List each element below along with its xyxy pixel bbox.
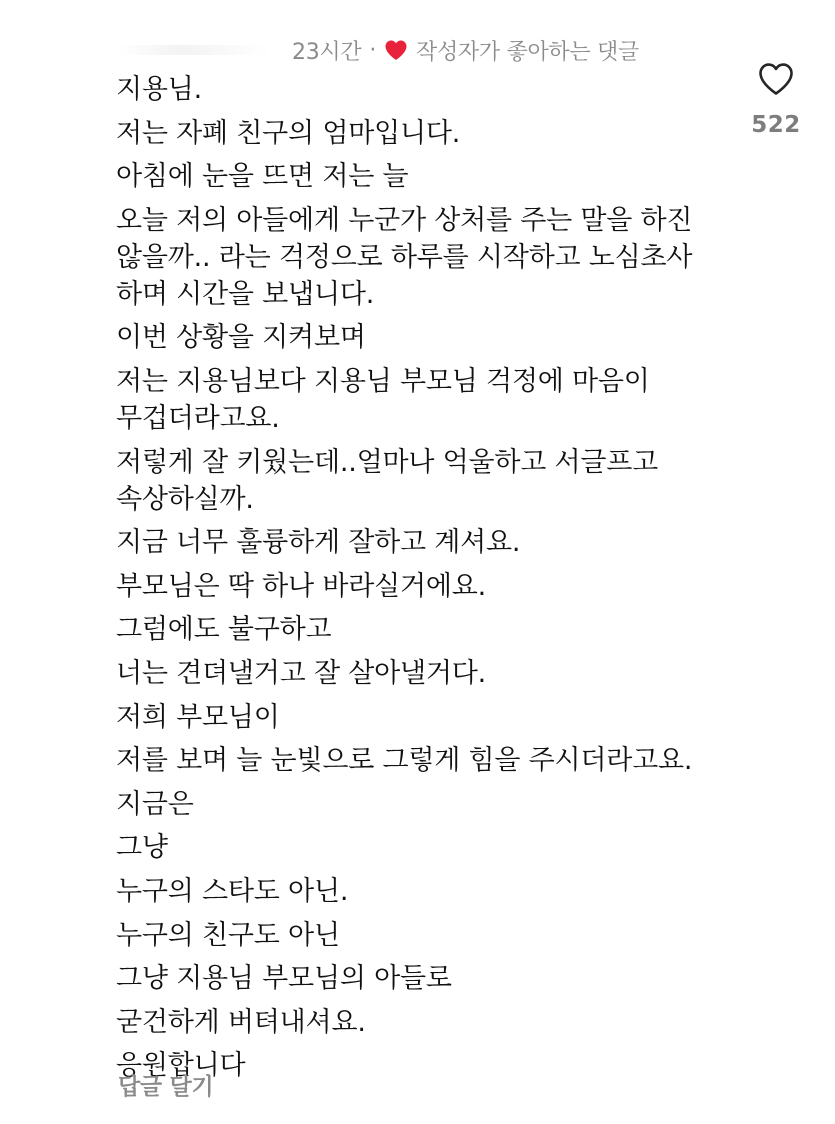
comment-line: 응원합니다: [116, 1050, 246, 1082]
comment-meta-row: [118, 30, 639, 70]
comment-line: 부모님은 딱 하나 바라실거에요.: [116, 570, 486, 602]
comment-line: 저는 지용님보다 지용님 부모님 걱정에 마음이 무겁더라고요.: [116, 365, 650, 434]
like-column: [748, 62, 804, 138]
blurred-username: [118, 45, 270, 55]
comment-line: 그럼에도 불구하고: [116, 614, 332, 646]
like-count: 522: [751, 112, 801, 138]
heart-outline-icon[interactable]: [758, 62, 794, 96]
comment-text: [116, 71, 736, 1091]
comment-line: 너는 견뎌낼거고 잘 살아낼거다.: [116, 657, 486, 689]
reply-button[interactable]: 답글 달기: [118, 1074, 214, 1100]
comment-line: 저렇게 잘 키웠는데..얼마나 억울하고 서글프고 속상하실까.: [116, 446, 659, 515]
comment-line: 지금 너무 훌륭하게 잘하고 계셔요.: [116, 527, 521, 559]
comment-line: 아침에 눈을 뜨면 저는 늘: [116, 161, 409, 193]
comment-line: 그냥: [116, 832, 168, 864]
comment-line: 지금은: [116, 788, 194, 820]
comment-line: 저희 부모님이: [116, 701, 280, 733]
comment-line: 저를 보며 늘 눈빛으로 그렇게 힘을 주시더라고요.: [116, 745, 693, 777]
comment-line: 그냥 지용님 부모님의 아들로: [116, 963, 452, 995]
comment-line: 이번 상황을 지켜보며: [116, 322, 366, 354]
comment-line: 굳건하게 버텨내셔요.: [116, 1006, 366, 1038]
comment-line: 누구의 스타도 아닌.: [116, 875, 349, 907]
comment-line: 지용님.: [116, 74, 203, 105]
comment-time: 23시간: [292, 39, 362, 65]
meta-separator: ·: [369, 37, 377, 63]
author-liked-heart-icon: [384, 39, 408, 61]
author-liked-label: 작성자가 좋아하는 댓글: [416, 39, 639, 65]
comment-line: 오늘 저의 아들에게 누군가 상처를 주는 말을 하진 않을까.. 라는 걱정으로 하루를 시작하고 노심초사 하며 시간을 보냅니다.: [116, 204, 693, 310]
comment-line: 저는 자폐 친구의 엄마입니다.: [116, 117, 461, 149]
comment-line: 누구의 친구도 아닌: [116, 919, 340, 951]
